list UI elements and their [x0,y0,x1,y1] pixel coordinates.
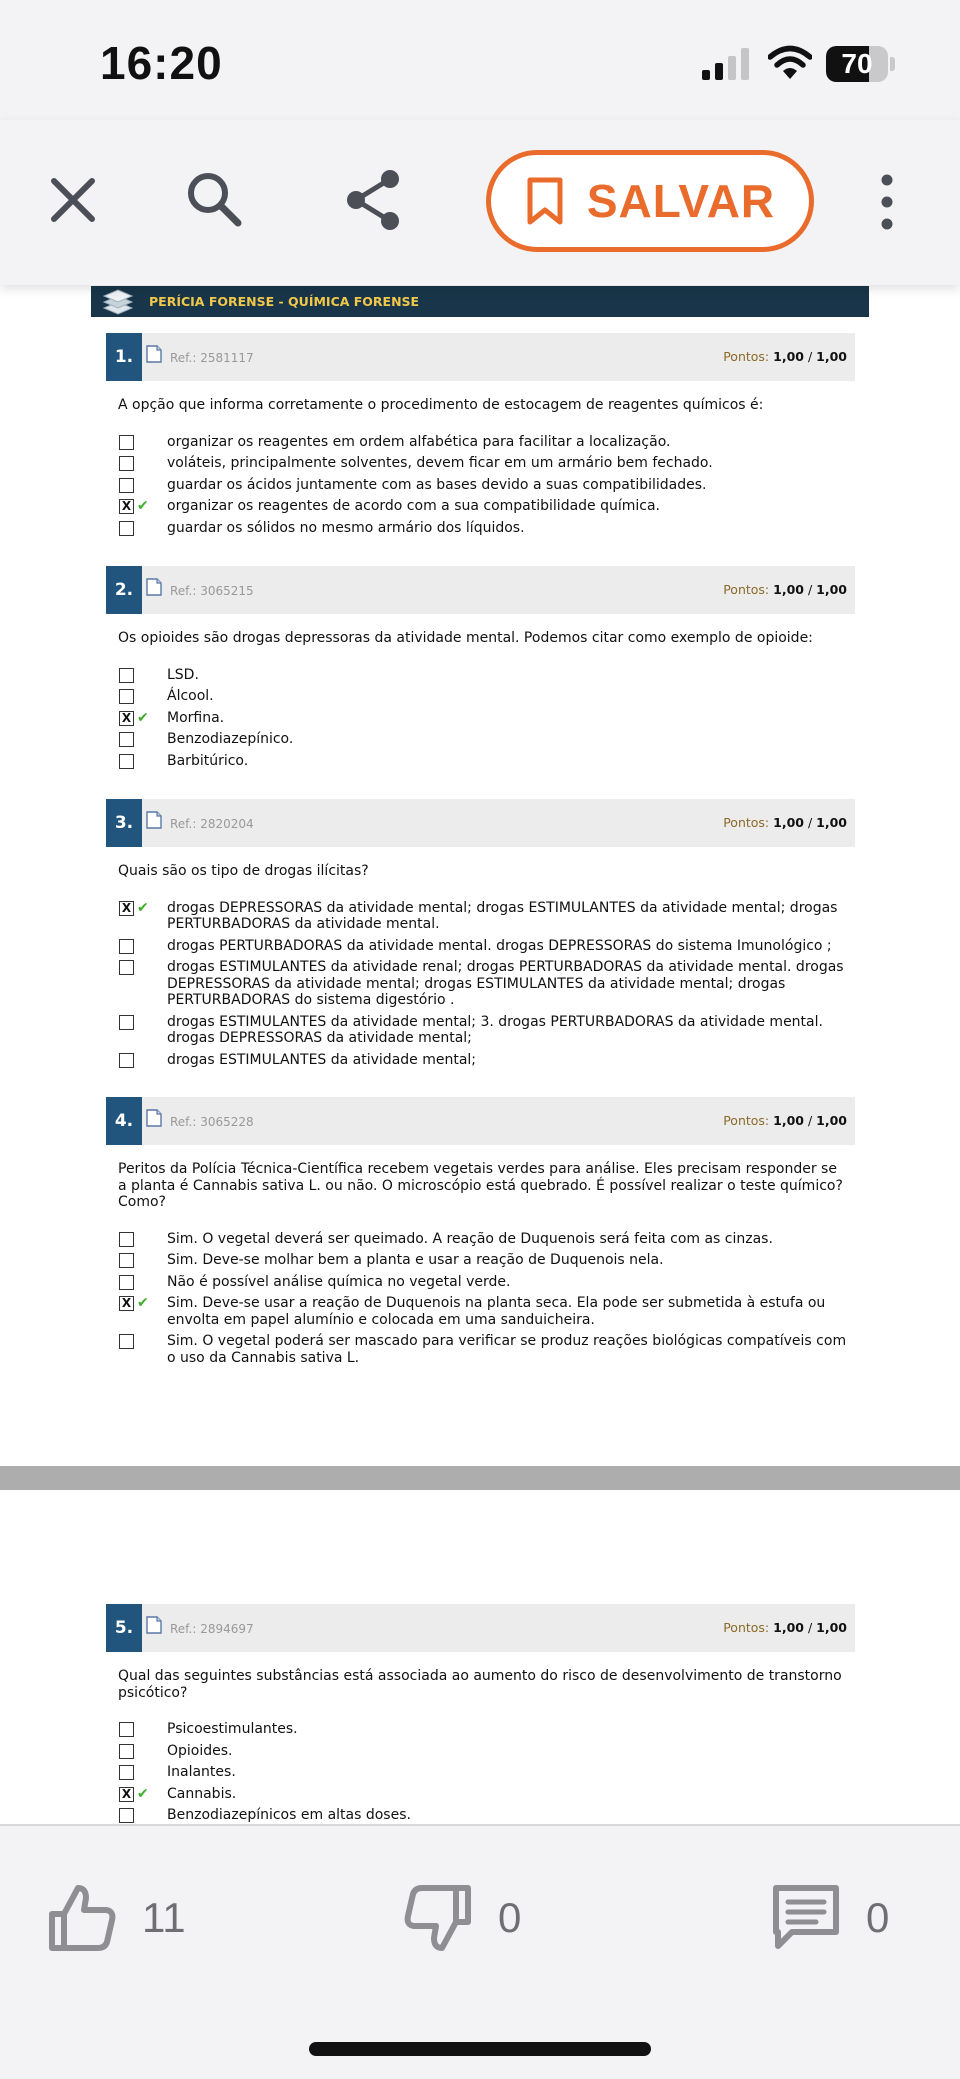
question-header [106,333,855,381]
checkbox[interactable] [119,1232,134,1247]
more-options-icon[interactable] [872,172,902,232]
document-icon[interactable] [146,1109,162,1127]
checkbox[interactable] [119,960,134,975]
comment-count: 0 [866,1894,890,1941]
answer-option[interactable]: Álcool. [106,688,854,705]
checkbox[interactable] [119,1053,134,1068]
answer-option[interactable]: LSD. [106,667,854,684]
save-button[interactable] [486,150,814,252]
answer-option[interactable]: Inalantes. [106,1764,854,1781]
answer-option[interactable]: Sim. O vegetal deverá ser queimado. A reação de Duquenois será feita com as cinzas. [106,1231,854,1248]
question-header [106,1604,855,1652]
question-ref: Ref.: 3065215 [170,584,254,598]
checkbox[interactable] [119,732,134,747]
answer-option[interactable]: drogas ESTIMULANTES da atividade renal; drogas PERTURBADORAS da atividade mental. drogas DEPRESSORAS da atividade mental; drogas ESTIMULANTES da atividade mental; drogas PERTURBADORAS do sistema digestório . [106,959,854,1009]
answer-options [106,434,855,537]
question-number: 1. [106,333,142,381]
question-text: Os opioides são drogas depressoras da atividade mental. Podemos citar como exemplo de opioide: [118,630,813,646]
top-toolbar [0,120,960,285]
checkbox-checked[interactable]: X [119,1787,134,1802]
answer-options [106,1231,855,1367]
checkbox-checked[interactable]: X [119,901,134,916]
answer-option-selected[interactable]: X ✔ drogas DEPRESSORAS da atividade mental; drogas ESTIMULANTES da atividade mental; drogas PERTURBADORAS da atividade mental. [106,900,854,933]
search-button[interactable] [180,165,250,235]
question-ref: Ref.: 2581117 [170,351,254,365]
thumbs-up-icon [44,1880,120,1956]
question-text: Quais são os tipo de drogas ilícitas? [118,863,369,879]
question-header [106,566,855,614]
question-ref: Ref.: 2820204 [170,817,254,831]
answer-option-selected[interactable]: X ✔ Sim. Deve-se usar a reação de Duquenois na planta seca. Ela pode ser submetida à estufa ou envolta em papel alumínio e colocada em uma sanduicheira. [106,1295,854,1328]
question-text: Peritos da Polícia Técnica-Científica recebem vegetais verdes para análise. Eles precisam responder se a planta é Cannabis sativa L. ou não. O microscópio está quebrado. É possível realizar o teste químico? Como? [118,1161,843,1210]
course-title: PERÍCIA FORENSE - QUÍMICA FORENSE [149,294,420,309]
answer-option[interactable]: Barbitúrico. [106,753,854,770]
question-text: A opção que informa corretamente o procedimento de estocagem de reagentes químicos é: [118,397,764,413]
checkbox[interactable] [119,435,134,450]
answer-option[interactable]: Benzodiazepínicos em altas doses. [106,1807,854,1824]
question-header [106,799,855,847]
close-button[interactable] [38,165,108,235]
question-points: Pontos: 1,00 / 1,00 [723,1113,847,1128]
checkbox[interactable] [119,1275,134,1290]
question-points: Pontos: 1,00 / 1,00 [723,1620,847,1635]
books-icon [101,288,135,316]
answer-option[interactable]: Não é possível análise química no vegetal verde. [106,1274,854,1291]
answer-option[interactable]: Sim. O vegetal poderá ser mascado para verificar se produz reações biológicas compatíveis com o uso da Cannabis sativa L. [106,1333,854,1366]
answer-option-selected[interactable]: X ✔ Cannabis. [106,1786,854,1803]
question-card [106,799,855,1073]
answer-option[interactable]: guardar os ácidos juntamente com as bases devido a suas compatibilidades. [106,477,854,494]
page-separator [0,1466,960,1490]
answer-option-selected[interactable]: X ✔ Morfina. [106,710,854,727]
like-count: 11 [142,1894,186,1941]
bookmark-icon [525,176,565,226]
checkbox[interactable] [119,1808,134,1823]
status-time: 16:20 [100,37,223,89]
checkbox[interactable] [119,1765,134,1780]
checkbox[interactable] [119,1744,134,1759]
checkbox-checked[interactable]: X [119,1296,134,1311]
checkbox[interactable] [119,1015,134,1030]
home-indicator[interactable] [309,2042,651,2056]
correct-check-icon: ✔ [137,899,149,916]
answer-option[interactable]: voláteis, principalmente solventes, devem ficar em um armário bem fechado. [106,455,854,472]
answer-options [106,1721,855,1824]
checkbox[interactable] [119,1334,134,1349]
thumbs-down-icon [400,1880,476,1956]
battery-icon [826,46,896,82]
cellular-signal-icon [700,48,752,80]
question-points: Pontos: 1,00 / 1,00 [723,815,847,830]
document-icon[interactable] [146,811,162,829]
question-card [106,1097,855,1371]
checkbox[interactable] [119,754,134,769]
question-number: 2. [106,566,142,614]
question-points: Pontos: 1,00 / 1,00 [723,582,847,597]
question-card [106,566,855,774]
share-button[interactable] [338,165,408,235]
wifi-icon [768,44,812,80]
answer-option[interactable]: guardar os sólidos no mesmo armário dos líquidos. [106,520,854,537]
checkbox[interactable] [119,939,134,954]
document-icon[interactable] [146,345,162,363]
checkbox-checked[interactable]: X [119,711,134,726]
checkbox[interactable] [119,689,134,704]
question-ref: Ref.: 2894697 [170,1622,254,1636]
question-points: Pontos: 1,00 / 1,00 [723,349,847,364]
share-icon [338,165,408,235]
comment-button[interactable] [768,1878,889,1958]
save-button-label: SALVAR [586,175,776,227]
answer-options [106,900,855,1069]
answer-option-selected[interactable]: X ✔ organizar os reagentes de acordo com a sua compatibilidade química. [106,498,854,515]
question-card [106,1604,855,1829]
search-icon [180,165,250,235]
dislike-button[interactable] [400,1878,521,1958]
answer-option[interactable]: Opioides. [106,1743,854,1760]
correct-check-icon: ✔ [137,1785,149,1802]
checkbox[interactable] [119,478,134,493]
correct-check-icon: ✔ [137,709,149,726]
answer-option[interactable]: Psicoestimulantes. [106,1721,854,1738]
answer-option[interactable]: Sim. Deve-se molhar bem a planta e usar a reação de Duquenois nela. [106,1252,854,1269]
answer-option[interactable]: drogas ESTIMULANTES da atividade mental; 3. drogas PERTURBADORAS da atividade mental. drogas DEPRESSORAS da atividade mental; [106,1014,854,1047]
question-ref: Ref.: 3065228 [170,1115,254,1129]
question-header [106,1097,855,1145]
document-icon[interactable] [146,578,162,596]
question-card [106,333,855,541]
answer-option[interactable]: drogas ESTIMULANTES da atividade mental; [106,1052,854,1069]
document-icon[interactable] [146,1616,162,1634]
like-button[interactable] [44,1878,186,1958]
close-icon [38,165,108,235]
checkbox[interactable] [119,521,134,536]
question-text: Qual das seguintes substâncias está associada ao aumento do risco de desenvolvimento de transtorno psicótico? [118,1668,842,1701]
answer-option[interactable]: organizar os reagentes em ordem alfabética para facilitar a localização. [106,434,854,451]
answer-options [106,667,855,770]
battery-percent: 70 [841,48,873,79]
checkbox-checked[interactable]: X [119,499,134,514]
checkbox[interactable] [119,1253,134,1268]
checkbox[interactable] [119,1722,134,1737]
course-header [91,286,869,317]
checkbox[interactable] [119,668,134,683]
status-bar [0,0,960,120]
answer-option[interactable]: Benzodiazepínico. [106,731,854,748]
question-number: 4. [106,1097,142,1145]
comment-icon [768,1880,844,1956]
question-number: 3. [106,799,142,847]
bottom-reaction-bar [0,1824,960,2079]
checkbox[interactable] [119,456,134,471]
correct-check-icon: ✔ [137,1295,149,1311]
question-number: 5. [106,1604,142,1652]
answer-option[interactable]: drogas PERTURBADORAS da atividade mental. drogas DEPRESSORAS do sistema Imunológico ; [106,938,854,955]
dislike-count: 0 [498,1894,522,1941]
correct-check-icon: ✔ [137,498,149,514]
